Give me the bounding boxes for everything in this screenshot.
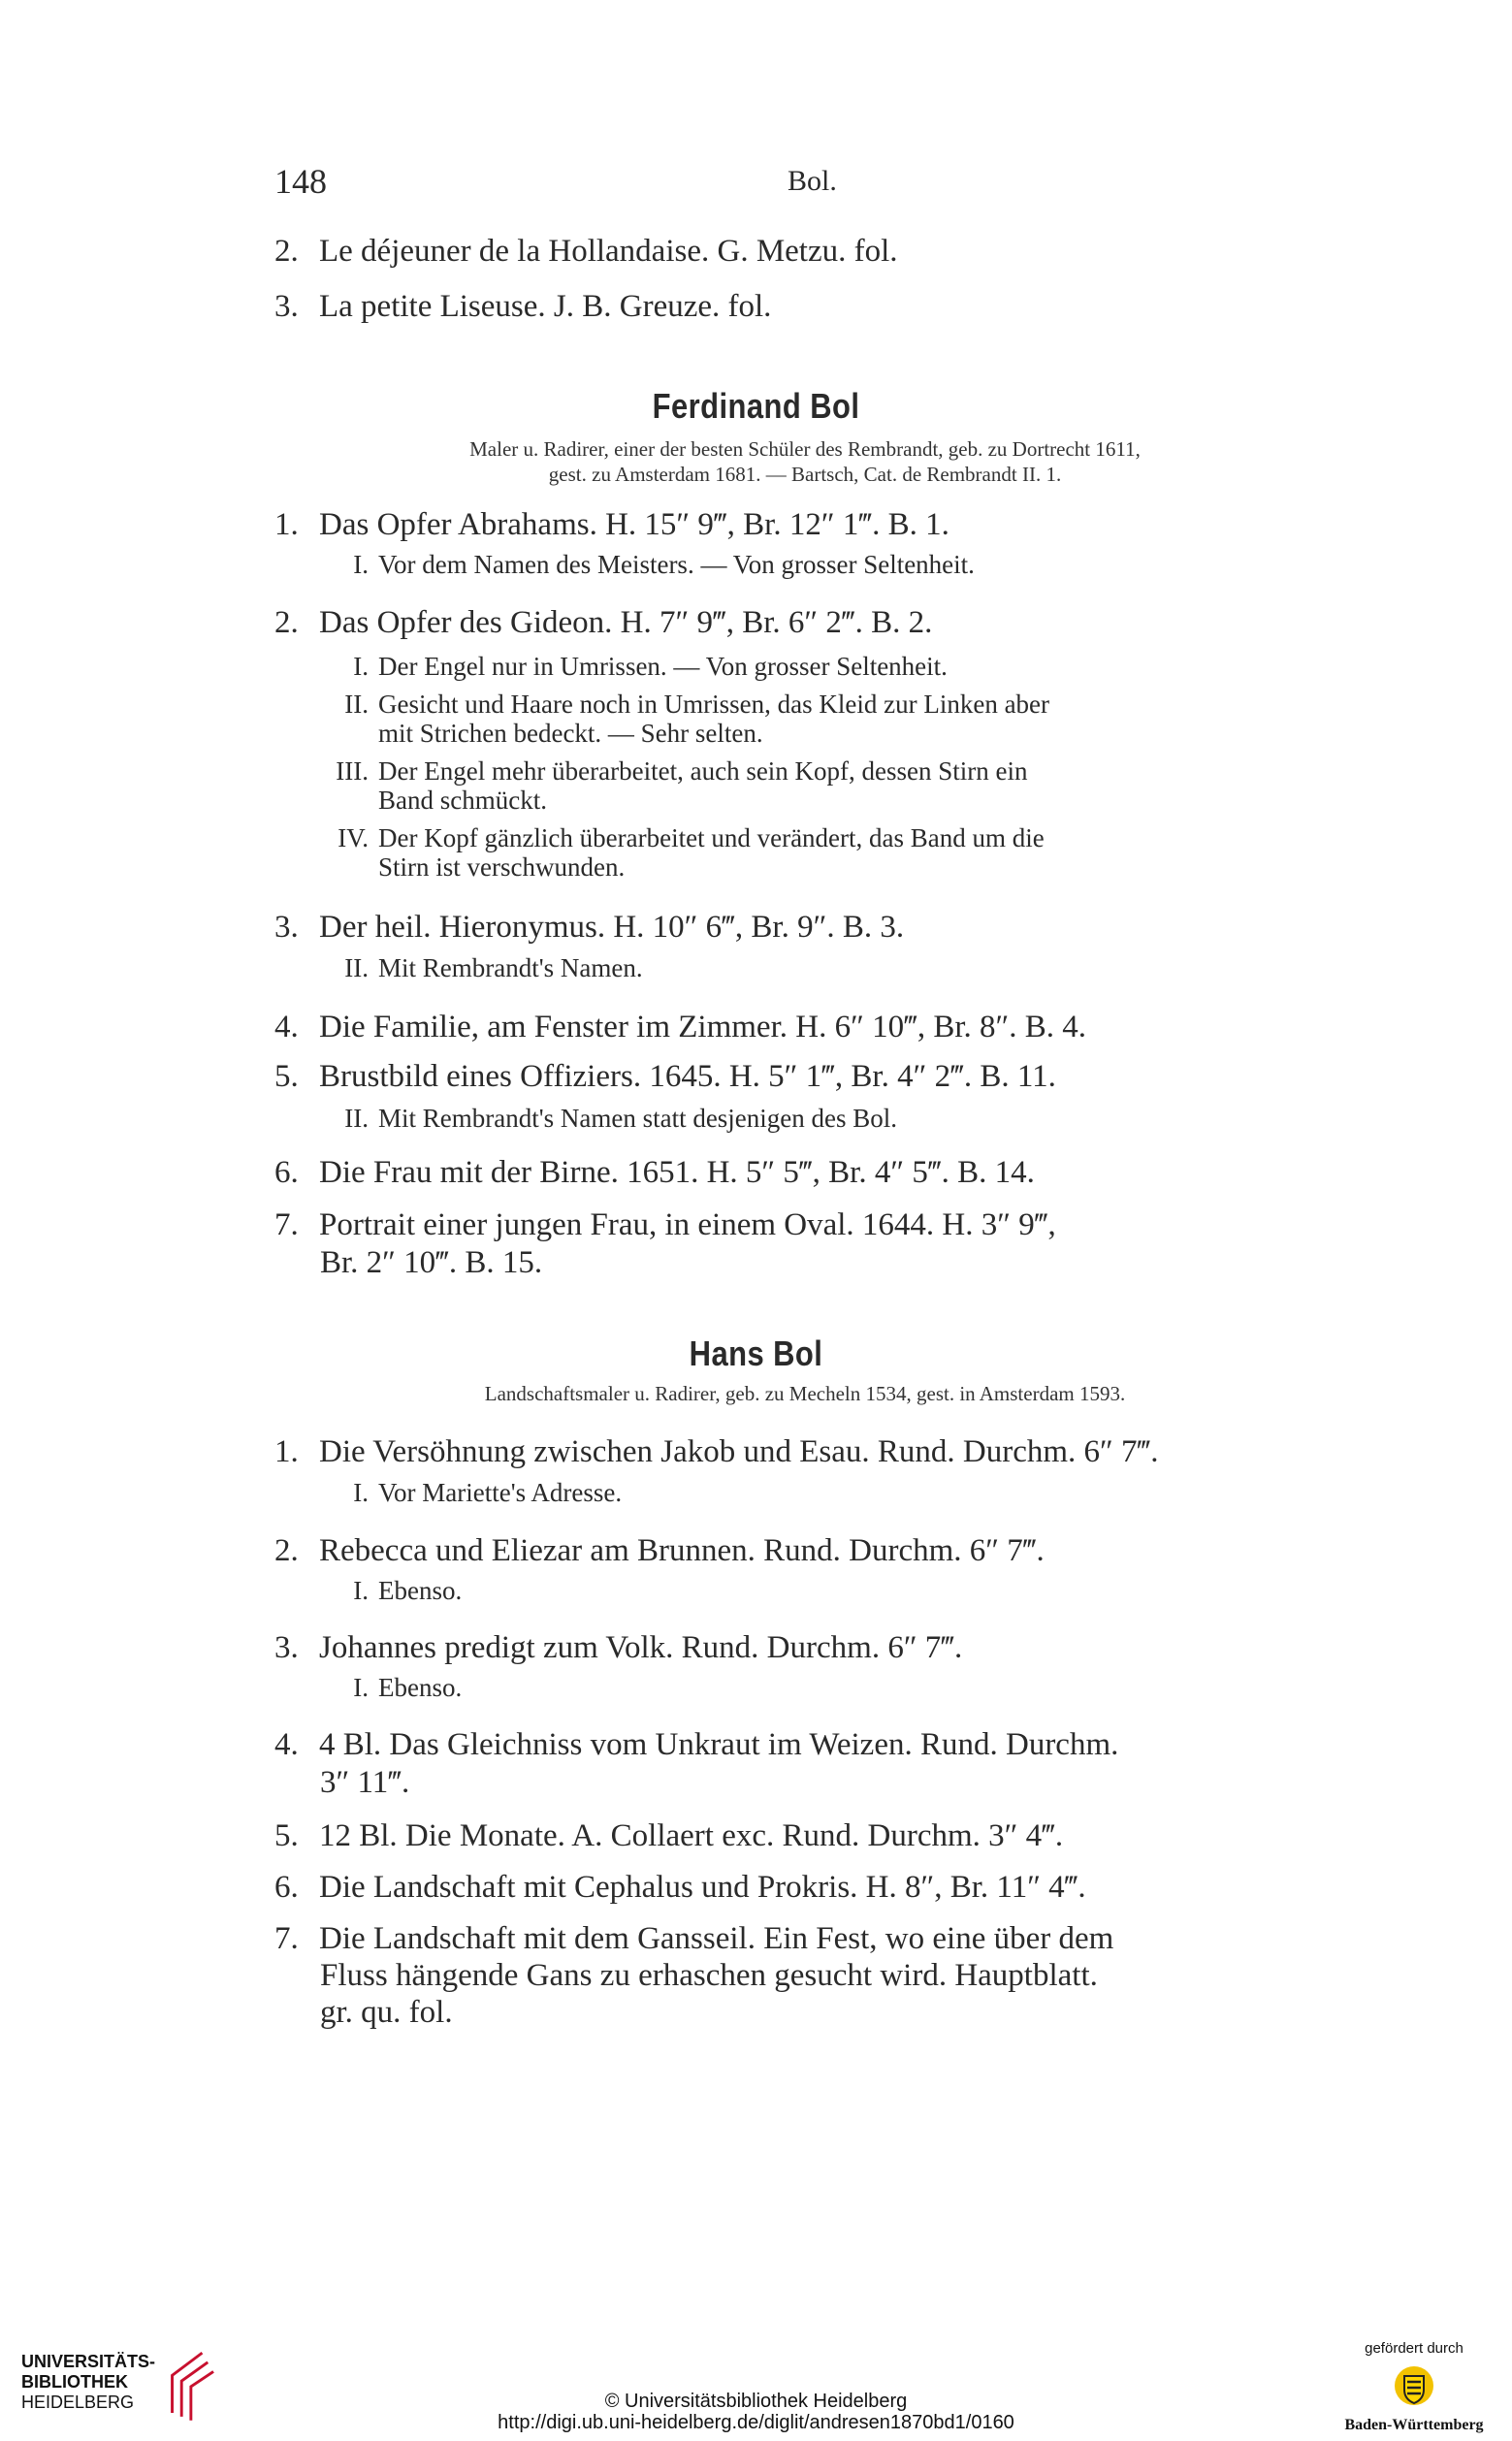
copyright-notice	[0, 2391, 1512, 2433]
state-note: I. Der Engel nur in Umrissen. — Von grosser Seltenheit.	[353, 652, 948, 681]
state-note-cont: Stirn ist verschwunden.	[378, 852, 626, 882]
list-item-cont: Br. 2″ 10‴. B. 15.	[320, 1245, 543, 1280]
running-title: Bol.	[788, 165, 837, 197]
list-item: 6. Die Frau mit der Birne. 1651. H. 5″ 5‴, Br. 4″ 5‴. B. 14.	[274, 1155, 1035, 1190]
list-item: 6. Die Landschaft mit Cephalus und Prokris. H. 8″, Br. 11″ 4‴.	[274, 1870, 1086, 1905]
funder-name: Baden-Württemberg	[1344, 2417, 1484, 2433]
state-note: II. Gesicht und Haare noch in Umrissen, das Kleid zur Linken aber	[344, 690, 1050, 719]
state-note-cont: Band schmückt.	[378, 786, 547, 815]
coat-of-arms-icon	[1391, 2362, 1437, 2409]
state-note: I. Vor Mariette's Adresse.	[353, 1478, 623, 1507]
list-item-cont: 3″ 11‴.	[320, 1765, 410, 1800]
state-note: I. Ebenso.	[353, 1673, 463, 1702]
library-name-line2: BIBLIOTHEK	[21, 2372, 128, 2392]
list-item: 7. Portrait einer jungen Frau, in einem Oval. 1644. H. 3″ 9‴,	[274, 1207, 1056, 1242]
copyright-text: © Universitätsbibliothek Heidelberg	[604, 2391, 908, 2412]
state-note: II. Mit Rembrandt's Namen statt desjenigen des Bol.	[344, 1104, 898, 1133]
funder-logo[interactable]	[1336, 2340, 1492, 2434]
funder-label: gefördert durch	[1365, 2340, 1464, 2357]
library-name-line1: UNIVERSITÄTS-	[21, 2352, 156, 2371]
page-number: 148	[274, 162, 327, 201]
state-note: III. Der Engel mehr überarbeitet, auch sein Kopf, dessen Stirn ein	[336, 756, 1028, 786]
list-item: 2. Le déjeuner de la Hollandaise. G. Metzu. fol.	[274, 234, 898, 269]
list-item: 2. Das Opfer des Gideon. H. 7″ 9‴, Br. 6″ 2‴. B. 2.	[274, 605, 933, 640]
artist-bio: gest. zu Amsterdam 1681. — Bartsch, Cat. de Rembrandt II. 1.	[548, 463, 1062, 486]
permalink[interactable]: http://digi.ub.uni-heidelberg.de/diglit/andresen1870bd1/0160	[498, 2412, 1014, 2433]
list-item: 3. Der heil. Hieronymus. H. 10″ 6‴, Br. 9″. B. 3.	[274, 910, 905, 945]
artist-bio: Landschaftsmaler u. Radirer, geb. zu Mecheln 1534, gest. in Amsterdam 1593.	[484, 1382, 1126, 1405]
list-item: 7. Die Landschaft mit dem Gansseil. Ein Fest, wo eine über dem	[274, 1921, 1114, 1956]
list-item: 2. Rebecca und Eliezar am Brunnen. Rund. Durchm. 6″ 7‴.	[274, 1533, 1045, 1568]
list-item: 3. Johannes predigt zum Volk. Rund. Durchm. 6″ 7‴.	[274, 1630, 963, 1665]
list-item-cont: gr. qu. fol.	[320, 1995, 453, 2030]
artist-bio: Maler u. Radirer, einer der besten Schüler des Rembrandt, geb. zu Dortrecht 1611,	[469, 437, 1141, 461]
list-item: 1. Die Versöhnung zwischen Jakob und Esau. Rund. Durchm. 6″ 7‴.	[274, 1434, 1159, 1469]
list-item-cont: Fluss hängende Gans zu erhaschen gesucht wird. Hauptblatt.	[320, 1958, 1098, 1993]
state-note: IV. Der Kopf gänzlich überarbeitet und verändert, das Band um die	[338, 823, 1045, 852]
list-item: 1. Das Opfer Abrahams. H. 15″ 9‴, Br. 12″ 1‴. B. 1.	[274, 507, 949, 542]
list-item: 4. Die Familie, am Fenster im Zimmer. H. 6″ 10‴, Br. 8″. B. 4.	[274, 1010, 1087, 1044]
list-item: 5. Brustbild eines Offiziers. 1645. H. 5″ 1‴, Br. 4″ 2‴. B. 11.	[274, 1059, 1056, 1094]
list-item: 4. 4 Bl. Das Gleichniss vom Unkraut im Weizen. Rund. Durchm.	[274, 1727, 1119, 1762]
library-name-line3: HEIDELBERG	[21, 2393, 135, 2412]
state-note-cont: mit Strichen bedeckt. — Sehr selten.	[378, 719, 763, 748]
state-note: II. Mit Rembrandt's Namen.	[344, 953, 643, 982]
list-item: 5. 12 Bl. Die Monate. A. Collaert exc. Rund. Durchm. 3″ 4‴.	[274, 1818, 1064, 1853]
state-note: I. Vor dem Namen des Meisters. — Von grosser Seltenheit.	[353, 550, 975, 579]
section-heading-hans-bol: Hans Bol	[689, 1333, 823, 1373]
section-heading-ferdinand-bol: Ferdinand Bol	[652, 386, 860, 426]
list-item: 3. La petite Liseuse. J. B. Greuze. fol.	[274, 289, 772, 324]
state-note: I. Ebenso.	[353, 1576, 463, 1605]
